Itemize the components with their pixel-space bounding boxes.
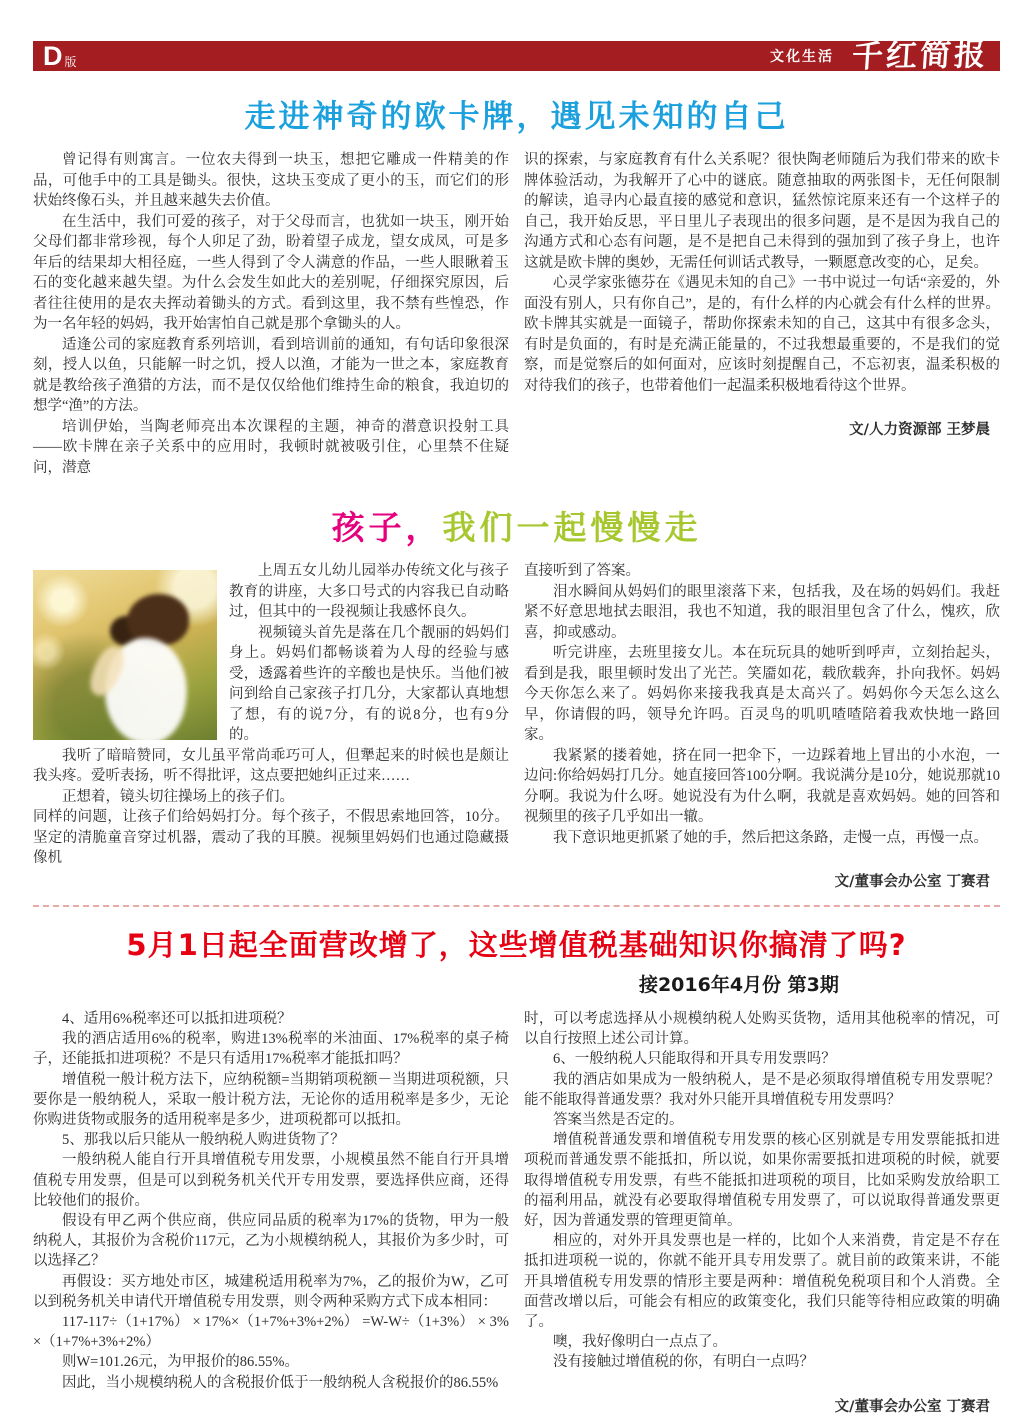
article3-title: 5月1日起全面营改增了，这些增值税基础知识你搞清了吗? <box>126 928 907 962</box>
article2-title-part1: 孩子， <box>331 508 443 547</box>
paragraph: 同样的问题，让孩子们给妈妈打分。每个孩子，不假思索地回答，10分。坚定的清脆童音穿过机器，震动了我的耳膜。视频里妈妈们也通过隐藏摄像机 <box>33 809 509 866</box>
paragraph: 答案当然是否定的。 <box>553 1112 684 1129</box>
paragraph: 增值税一般计税方法下，应纳税额=当期销项税额－当期进项税额，只要你是一般纳税人，采取一般计税方法，无论你的适用税率是多少，无论你购进货物或服务的适用税率是多少，进项税都可以抵扣。 <box>33 1071 509 1129</box>
paragraph: 因此，当小规模纳税人的含税报价低于一般纳税人含税报价的86.55% <box>62 1374 499 1391</box>
paragraph: 适逢公司的家庭教育系列培训，看到培训前的通知，有句话印象很深刻，授人以鱼，只能解一时之饥，授人以渔，才能为一世之本，家庭教育就是教给孩子渔猎的方法，而不是仅仅给他们维持生命的粮食，我迫切的想学“渔”的方法。 <box>33 336 509 414</box>
article3-col-left <box>33 1009 509 1416</box>
paragraph: 我下意识地更抓紧了她的手，然后把这条路，走慢一点，再慢一点。 <box>553 829 988 846</box>
masthead-title: 千红简报 <box>850 36 990 76</box>
article3-byline: 文/董事会办公室 丁赛君 <box>834 1398 990 1415</box>
article1-col-left <box>33 150 509 478</box>
paragraph: 则W=101.26元，为甲报价的86.55%。 <box>62 1354 299 1371</box>
paragraph: 相应的，对外开具发票也是一样的，比如个人来消费，肯定是不存在抵扣进项税一说的，你就不能开具专用发票了。就目前的政策来讲，不能开具增值税专用发票的情形主要是两种：增值税免税项目和个人消费。全面营改增以后，可能会有相应的政策变化，我们只能等待相应政策的明确了。 <box>524 1233 1000 1331</box>
article1-col-right <box>524 150 1000 478</box>
section-label: 文化生活 <box>770 48 834 64</box>
paragraph: 噢，我好像明白一点点了。 <box>553 1334 727 1351</box>
paragraph: 心灵学家张德芬在《遇见未知的自己》一书中说过一句话“亲爱的，外面没有别人，只有你自己”，是的，有什么样的内心就会有什么样的世界。欧卡牌其实就是一面镜子，帮助你探索未知的自己，这其中有很多念头，有时是负面的，有时是充满正能量的，不过我想最重要的，不是我们的觉察，而是觉察后的如何面对，应该时刻提醒自己，不忘初衷，温柔积极的对待我们的孩子，也带着他们一起温柔积极地看待这个世界。 <box>524 275 1000 394</box>
article2-title-part2: 我们一起慢慢走 <box>442 508 702 547</box>
article3-col-right <box>524 1009 1000 1416</box>
paragraph: 4、适用6%税率还可以抵扣进项税？ <box>62 1011 292 1027</box>
mother-child-photo <box>33 570 217 740</box>
paragraph: 6、一般纳税人只能取得和开具专用发票吗？ <box>553 1051 836 1068</box>
article-2 <box>33 502 1000 891</box>
article3-subtitle: 接2016年4月份 第3期 <box>638 974 839 996</box>
article3-columns <box>33 1009 1000 1416</box>
paragraph: 5、那我以后只能从一般纳税人购进货物了？ <box>62 1132 345 1149</box>
article2-byline: 文/董事会办公室 丁赛君 <box>834 874 990 890</box>
paragraph: 直接听到了答案。 <box>524 563 640 579</box>
article2-col-right <box>524 561 1000 891</box>
article1-byline: 文/人力资源部 王梦晨 <box>849 422 990 438</box>
paragraph: 上周五女儿幼儿园举办传统文化与孩子教育的讲座，大多口号式的内容我已自动略过，但其中的一段视频让我感怀良久。 <box>229 563 509 620</box>
paragraph: 再假设：买方地处市区，城建税适用税率为7%，乙的报价为W，乙可以到税务机关申请代开增值税专用发票，则令两种采购方式下成本相同： <box>33 1273 509 1310</box>
formula-line: 117-117÷（1+17%） × 17%×（1+7%+3%+2%） =W-W÷（1+3%） × 3%×（1+7%+3%+2%） <box>33 1314 509 1351</box>
paragraph: 泪水瞬间从妈妈们的眼里滚落下来，包括我，及在场的妈妈们。我赶紧不好意思地拭去眼泪，我也不知道，我的眼泪里包含了什么，愧疚，欣喜，抑或感动。 <box>524 583 1000 641</box>
paragraph: 我紧紧的搂着她，挤在同一把伞下，一边踩着地上冒出的小水泡，一边问:你给妈妈打几分。她直接回答100分啊。我说满分是10分，她说那就10分啊。我说为什么呀。她说没有为什么啊，我就是喜欢妈妈。她的回答和视频里的孩子几乎如出一辙。 <box>524 747 1000 825</box>
edition-label <box>43 40 77 71</box>
paragraph: 听完讲座，去班里接女儿。本在玩玩具的她听到呼声，立刻抬起头，看到是我，眼里顿时发出了光芒。笑靥如花，载欣载奔，扑向我怀。妈妈今天你怎么来了。妈妈你来接我我真是太高兴了。妈妈你今天怎么这么早，你请假的吗，领导允许吗。百灵鸟的叽叽喳喳陪着我欢快地一路回家。 <box>524 645 1000 743</box>
paragraph: 增值税普通发票和增值税专用发票的核心区别就是专用发票能抵扣进项税而普通发票不能抵扣，所以说，如果你需要抵扣进项税的时候，就要取得增值税专用发票，有些不能抵扣进项税的项目，比如采购发放给职工的福利用品，就没有必要取得增值税专用发票了，可以说取得普通发票更好，因为普通发票的管理更简单。 <box>524 1132 1000 1230</box>
edition-suffix: 版 <box>64 54 77 69</box>
paragraph: 我听了暗暗赞同，女儿虽平常尚乖巧可人，但犟起来的时候也是颇让我头疼。爱听表扬，听不得批评，这点要把她纠正过来…… <box>33 747 509 784</box>
paragraph: 假设有甲乙两个供应商，供应同品质的税率为17%的货物，甲为一般纳税人，其报价为含税价117元，乙为小规模纳税人，其报价为多少时，可以选择乙？ <box>33 1213 509 1270</box>
masthead-bar <box>33 36 1000 76</box>
paragraph: 我的酒店适用6%的税率，购进13%税率的米油面、17%税率的桌子椅子，还能抵扣进项税？不是只有适用17%税率才能抵扣吗？ <box>33 1031 509 1068</box>
paragraph: 正想着，镜头切往操场上的孩子们。 <box>62 788 294 805</box>
paragraph: 一般纳税人能自行开具增值税专用发票，小规模虽然不能自行开具增值税专用发票，但是可以到税务机关代开专用发票，要选择供应商，还得比较他们的报价。 <box>33 1152 509 1209</box>
paragraph: 没有接触过增值税的你，有明白一点吗？ <box>553 1354 814 1371</box>
paragraph: 视频镜头首先是落在几个靓丽的妈妈们身上。妈妈们都畅谈着为人母的经验与感受，透露着些许的辛酸也是快乐。当他们被问到给自己家孩子打几分，大家都认真地想了想，有的说7分，有的说8分，也有9分的。 <box>229 624 509 743</box>
article2-col-left <box>33 561 509 891</box>
article-3 <box>33 923 1000 1416</box>
paragraph: 培训伊始，当陶老师亮出本次课程的主题，神奇的潜意识投射工具——欧卡牌在亲子关系中的应用时，我顿时就被吸引住，心里禁不住疑问，潜意 <box>33 418 509 476</box>
article1-title: 走进神奇的欧卡牌，遇见未知的自己 <box>244 99 789 135</box>
article2-title <box>33 502 1000 549</box>
paragraph: 在生活中，我们可爱的孩子，对于父母而言，也犹如一块玉，刚开始父母们都非常珍视，每个人卯足了劲，盼着望子成龙，望女成凤，可是多年后的结果却大相径庭，一些人得到了令人满意的作品，一些人眼瞅着玉石的变化越来越失望。为什么会发生如此大的差别呢，仔细探究原因，后者往往使用的是农夫挥动着锄头的方式。看到这里，我不禁有些惶恐，作为一名年轻的妈妈，我开始害怕自己就是那个拿锄头的人。 <box>33 213 509 332</box>
masthead-right <box>770 36 990 76</box>
paragraph: 识的探索，与家庭教育有什么关系呢？很快陶老师随后为我们带来的欧卡牌体验活动，为我解开了心中的谜底。随意抽取的两张图卡，无任何限制的解读，追寻内心最直接的感觉和意识，猛然惊诧原来还有一个这样子的自己，我开始反思，平日里儿子表现出的很多问题，是不是因为我自己的沟通方式和心态有问题，是不是把自己未得到的强加到了孩子身上，也许这就是欧卡牌的奥妙，无需任何训话式教导，一颗愿意改变的心，足矣。 <box>524 152 1000 271</box>
edition-letter: D <box>43 40 63 71</box>
paragraph: 曾记得有则寓言。一位农夫得到一块玉，想把它雕成一件精美的作品，可他手中的工具是锄头。很快，这块玉变成了更小的玉，而它们的形状始终像石头，并且越来越失去价值。 <box>33 152 509 209</box>
paragraph: 我的酒店如果成为一般纳税人，是不是必须取得增值税专用发票呢？能不能取得普通发票？我对外只能开具增值税专用发票吗？ <box>524 1071 1000 1108</box>
paragraph: 时，可以考虑选择从小规模纳税人处购买货物，适用其他税率的情况，可以自行按照上述公司计算。 <box>524 1011 1000 1048</box>
article2-columns <box>33 561 1000 891</box>
article-1 <box>33 91 1000 478</box>
section-divider <box>33 905 1000 907</box>
article1-columns <box>33 150 1000 478</box>
article2-photo-row <box>33 561 509 807</box>
